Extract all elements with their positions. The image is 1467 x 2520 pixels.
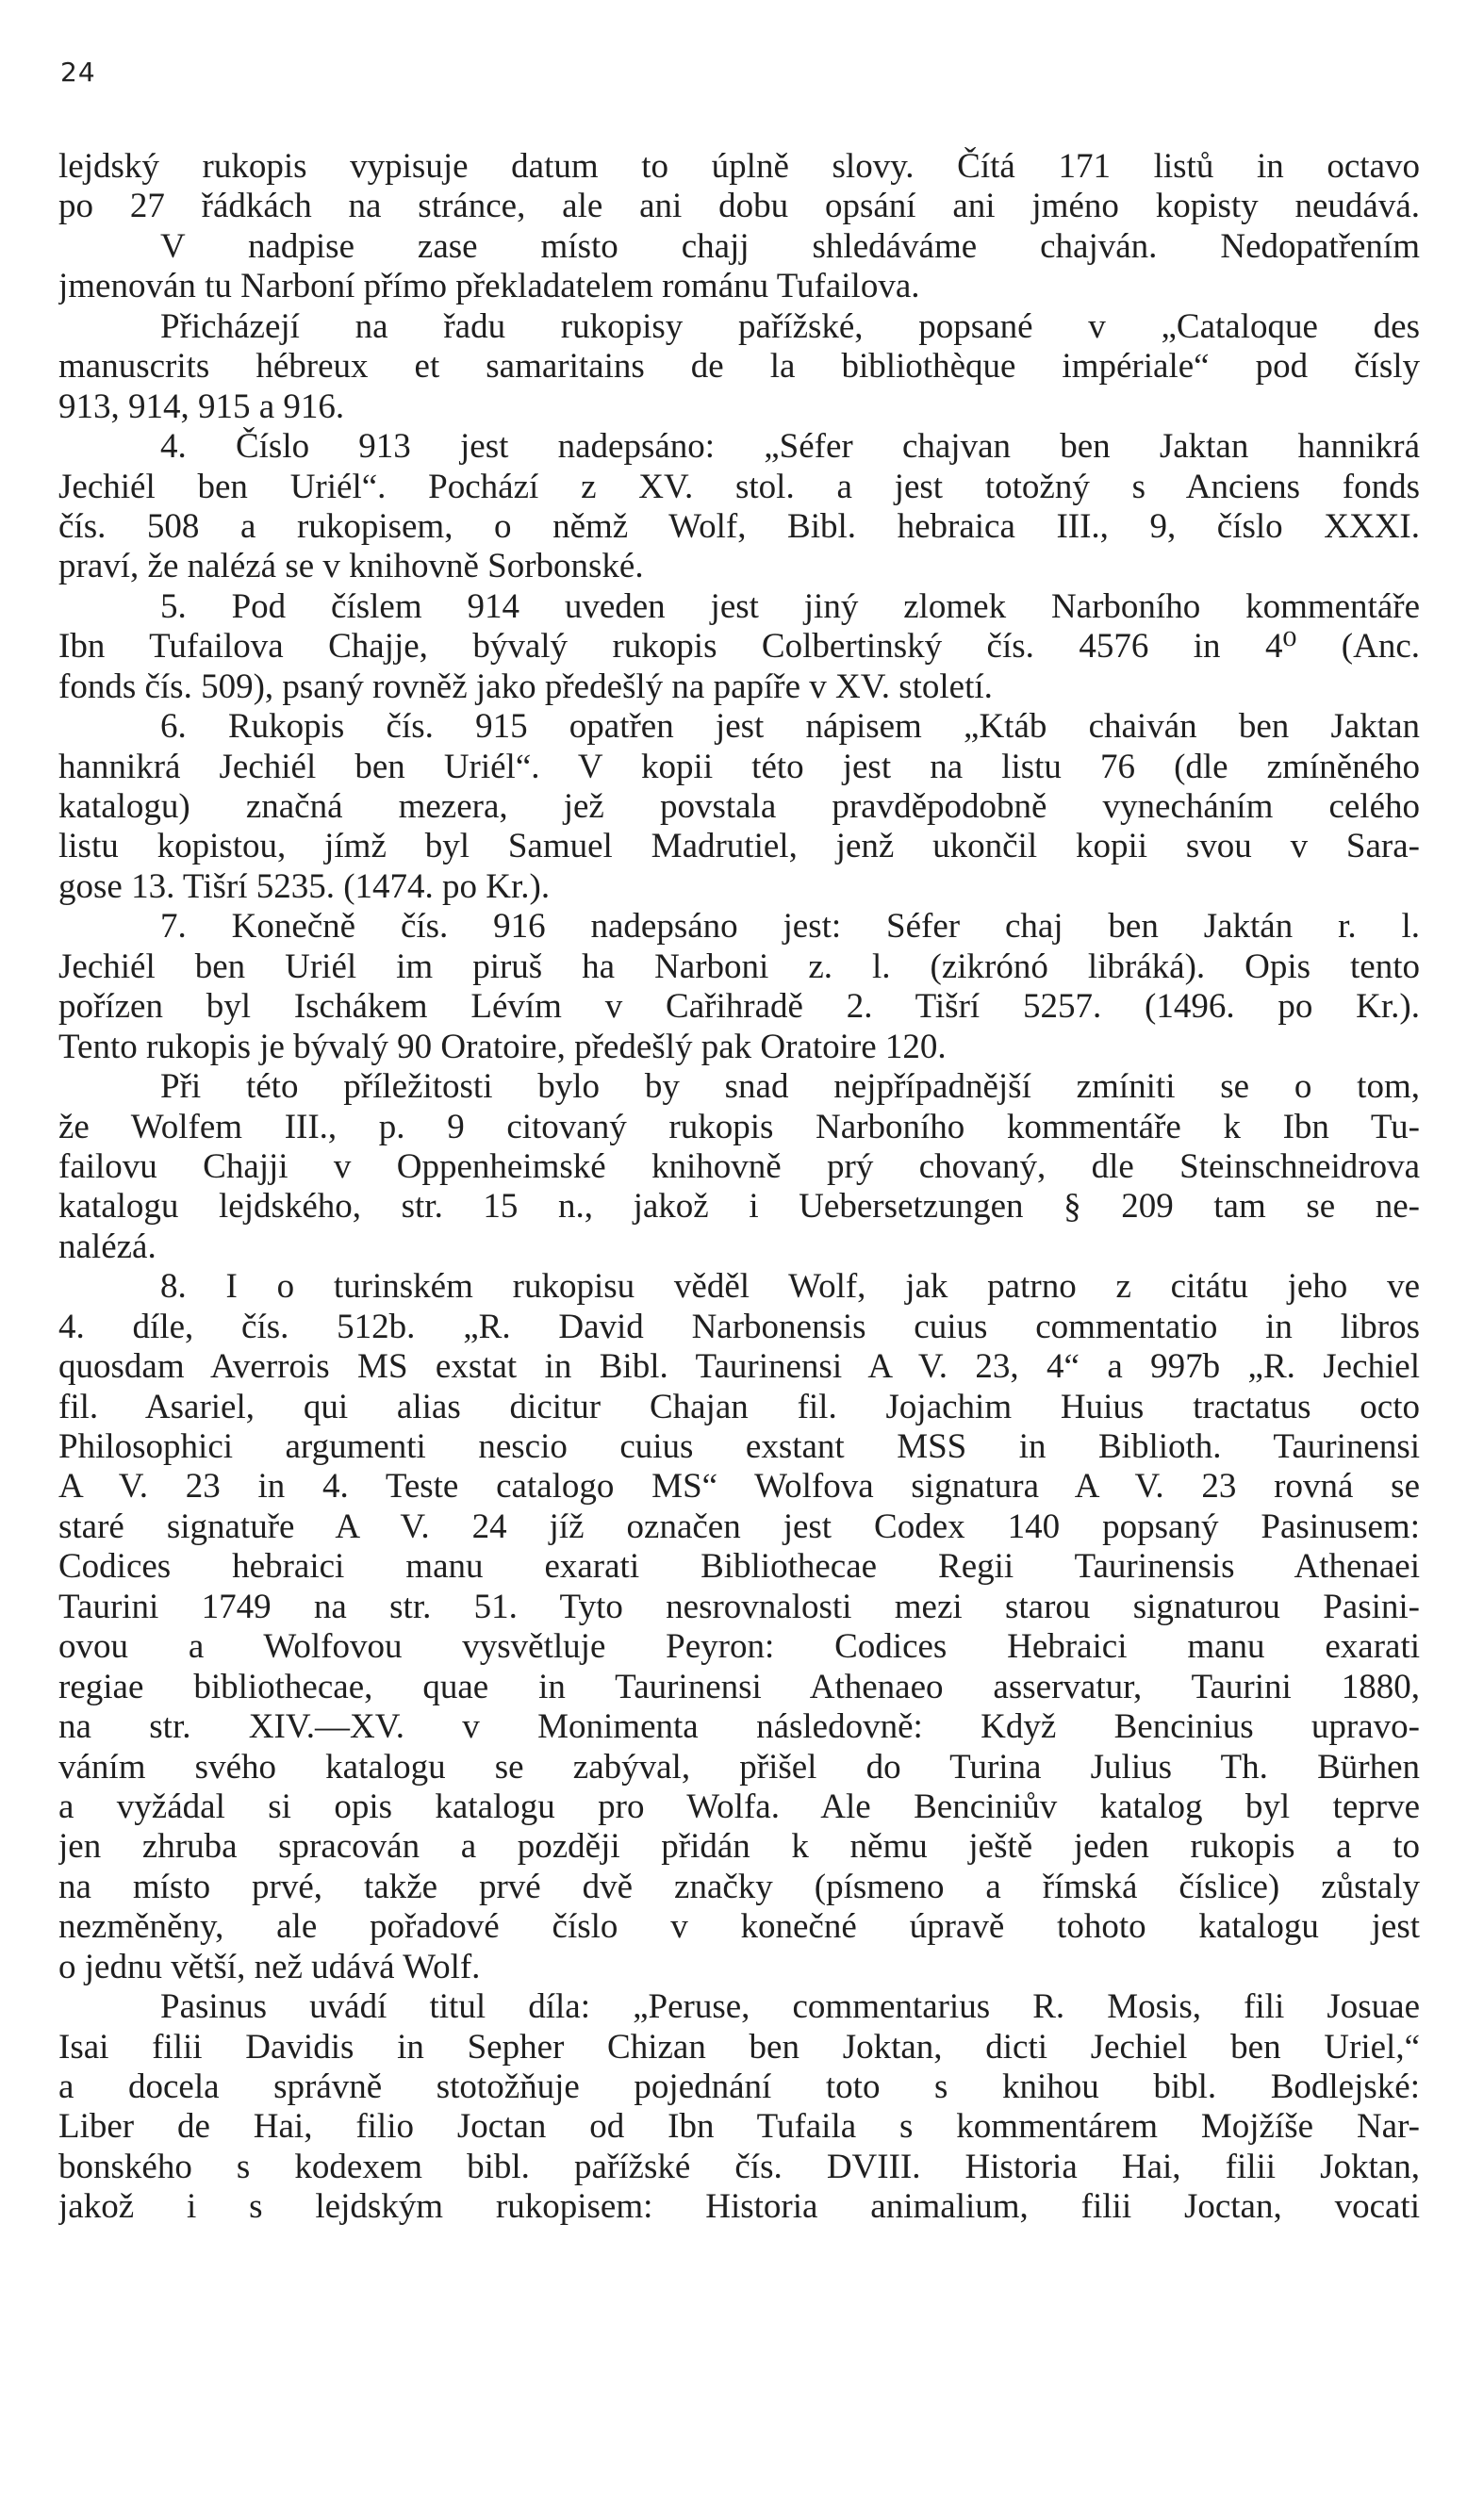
- text-line: o jednu větší, než udává Wolf.: [58, 1947, 481, 1986]
- text-line: pořízen byl Ischákem Lévím v Cařihradě 2. Tišrí 5257. (1496. po Kr.).: [58, 987, 1420, 1027]
- text-line: Jechiél ben Uriél“. Pochází z XV. stol. a jest totožný s Anciens fonds: [58, 467, 1420, 506]
- text-line: staré signatuře A V. 24 jíž označen jest Codex 140 popsaný Pasinusem:: [58, 1507, 1420, 1546]
- text-line: jmenován tu Narboní přímo překladatelem románu Tufailova.: [58, 267, 920, 306]
- text-line: Philosophici argumenti nescio cuius exstant MSS in Biblioth. Taurinensi: [58, 1427, 1420, 1466]
- text-line: hannikrá Jechiél ben Uriél“. V kopii této jest na listu 76 (dle zmíněného: [58, 747, 1420, 786]
- text-line: a docela správně stotožňuje pojednání toto s knihou bibl. Bodlejské:: [58, 2067, 1420, 2106]
- text-line: 6. Rukopis čís. 915 opatřen jest nápisem „Ktáb chaiván ben Jaktan: [160, 707, 1420, 747]
- text-line: gose 13. Tišrí 5235. (1474. po Kr.).: [58, 866, 551, 906]
- text-line: nalézá.: [58, 1227, 157, 1266]
- text-line: fonds čís. 509), psaný rovněž jako předešlý na papíře v XV. století.: [58, 667, 993, 706]
- text-line: manuscrits hébreux et samaritains de la bibliothèque impériale“ pod čísly: [58, 347, 1420, 387]
- text-line: Taurini 1749 na str. 51. Tyto nesrovnalosti mezi starou signaturou Pasini-: [58, 1587, 1420, 1626]
- text-line: nezměněny, ale pořadové číslo v konečné úpravě tohoto katalogu jest: [58, 1907, 1420, 1947]
- text-line: 913, 914, 915 a 916.: [58, 387, 345, 426]
- text-line: Pasinus uvádí titul díla: „Peruse, commentarius R. Mosis, fili Josuae: [160, 1987, 1420, 2027]
- text-line: quosdam Averrois MS exstat in Bibl. Taurinensi A V. 23, 4“ a 997b „R. Jechiel: [58, 1347, 1420, 1387]
- text-line: bonského s kodexem bibl. pařížské čís. DVIII. Historia Hai, filii Joktan,: [58, 2147, 1420, 2186]
- text-line: Přicházejí na řadu rukopisy pařížské, popsané v „Cataloque des: [160, 306, 1420, 346]
- page-number: 24: [60, 57, 96, 88]
- text-line: failovu Chajji v Oppenheimské knihovně prý chovaný, dle Steinschneidrova: [58, 1146, 1420, 1186]
- text-line: katalogu lejdského, str. 15 n., jakož i Uebersetzungen § 209 tam se ne-: [58, 1187, 1420, 1227]
- text-line: Při této příležitosti bylo by snad nejpřípadnější zmíniti se o tom,: [160, 1067, 1420, 1107]
- text-line: lejdský rukopis vypisuje datum to úplně slovy. Čítá 171 listů in octavo: [58, 147, 1420, 186]
- text-line: ovou a Wolfovou vysvětluje Peyron: Codices Hebraici manu exarati: [58, 1627, 1420, 1667]
- text-line: 5. Pod číslem 914 uveden jest jiný zlomek Narboního kommentáře: [160, 586, 1420, 626]
- text-line: a vyžádal si opis katalogu pro Wolfa. Ale Benciniův katalog byl teprve: [58, 1787, 1420, 1826]
- text-line: po 27 řádkách na stránce, ale ani dobu opsání ani jméno kopisty neudává.: [58, 187, 1420, 226]
- text-line: Isai filii Davidis in Sepher Chizan ben Joktan, dicti Jechiel ben Uriel,“: [58, 2027, 1420, 2067]
- text-line: katalogu) značná mezera, jež povstala pravděpodobně vynecháním celého: [58, 787, 1420, 826]
- text-line: Tento rukopis je bývalý 90 Oratoire, předešlý pak Oratoire 120.: [58, 1027, 947, 1066]
- text-line: 7. Konečně čís. 916 nadepsáno jest: Séfer chaj ben Jaktán r. l.: [160, 907, 1420, 947]
- text-line: že Wolfem III., p. 9 citovaný rukopis Narboního kommentáře k Ibn Tu-: [58, 1107, 1420, 1146]
- text-line: regiae bibliothecae, quae in Taurinensi Athenaeo asservatur, Taurini 1880,: [58, 1667, 1420, 1706]
- text-line: listu kopistou, jímž byl Samuel Madrutiel, jenž ukončil kopii svou v Sara-: [58, 827, 1420, 866]
- text-line: V nadpise zase místo chajj shledáváme chajván. Nedopatřením: [160, 226, 1420, 266]
- text-line: fil. Asariel, qui alias dicitur Chajan fil. Jojachim Huius tractatus octo: [58, 1387, 1420, 1426]
- text-line: 4. díle, čís. 512b. „R. David Narbonensis cuius commentatio in libros: [58, 1307, 1420, 1346]
- text-line: A V. 23 in 4. Teste catalogo MS“ Wolfova signatura A V. 23 rovná se: [58, 1467, 1420, 1507]
- body-text: [58, 147, 1420, 2228]
- text-line: 4. Číslo 913 jest nadepsáno: „Séfer chajvan ben Jaktan hannikrá: [160, 427, 1420, 467]
- text-line: Jechiél ben Uriél im piruš ha Narboni z. l. (zikrónó libráká). Opis tento: [58, 947, 1420, 986]
- text-line: Codices hebraici manu exarati Bibliothecae Regii Taurinensis Athenaei: [58, 1547, 1420, 1587]
- text-line: váním svého katalogu se zabýval, přišel do Turina Julius Th. Bürhen: [58, 1747, 1420, 1787]
- text-line: jen zhruba spracován a později přidán k němu ještě jeden rukopis a to: [58, 1827, 1420, 1867]
- text-line: Liber de Hai, filio Joctan od Ibn Tufaila s kommentárem Mojžíše Nar-: [58, 2107, 1420, 2147]
- text-line: jakož i s lejdským rukopisem: Historia animalium, filii Joctan, vocati: [58, 2187, 1420, 2227]
- text-line: Ibn Tufailova Chajje, bývalý rukopis Colbertinský čís. 4576 in 4⁰ (Anc.: [58, 627, 1420, 667]
- text-line: praví, že nalézá se v knihovně Sorbonské.: [58, 547, 644, 586]
- text-line: čís. 508 a rukopisem, o němž Wolf, Bibl. hebraica III., 9, číslo XXXI.: [58, 506, 1420, 546]
- text-line: na místo prvé, takže prvé dvě značky (písmeno a římská číslice) zůstaly: [58, 1867, 1420, 1906]
- text-line: na str. XIV.—XV. v Monimenta následovně: Když Bencinius upravo-: [58, 1707, 1420, 1747]
- text-line: 8. I o turinském rukopisu věděl Wolf, jak patrno z citátu jeho ve: [160, 1267, 1420, 1307]
